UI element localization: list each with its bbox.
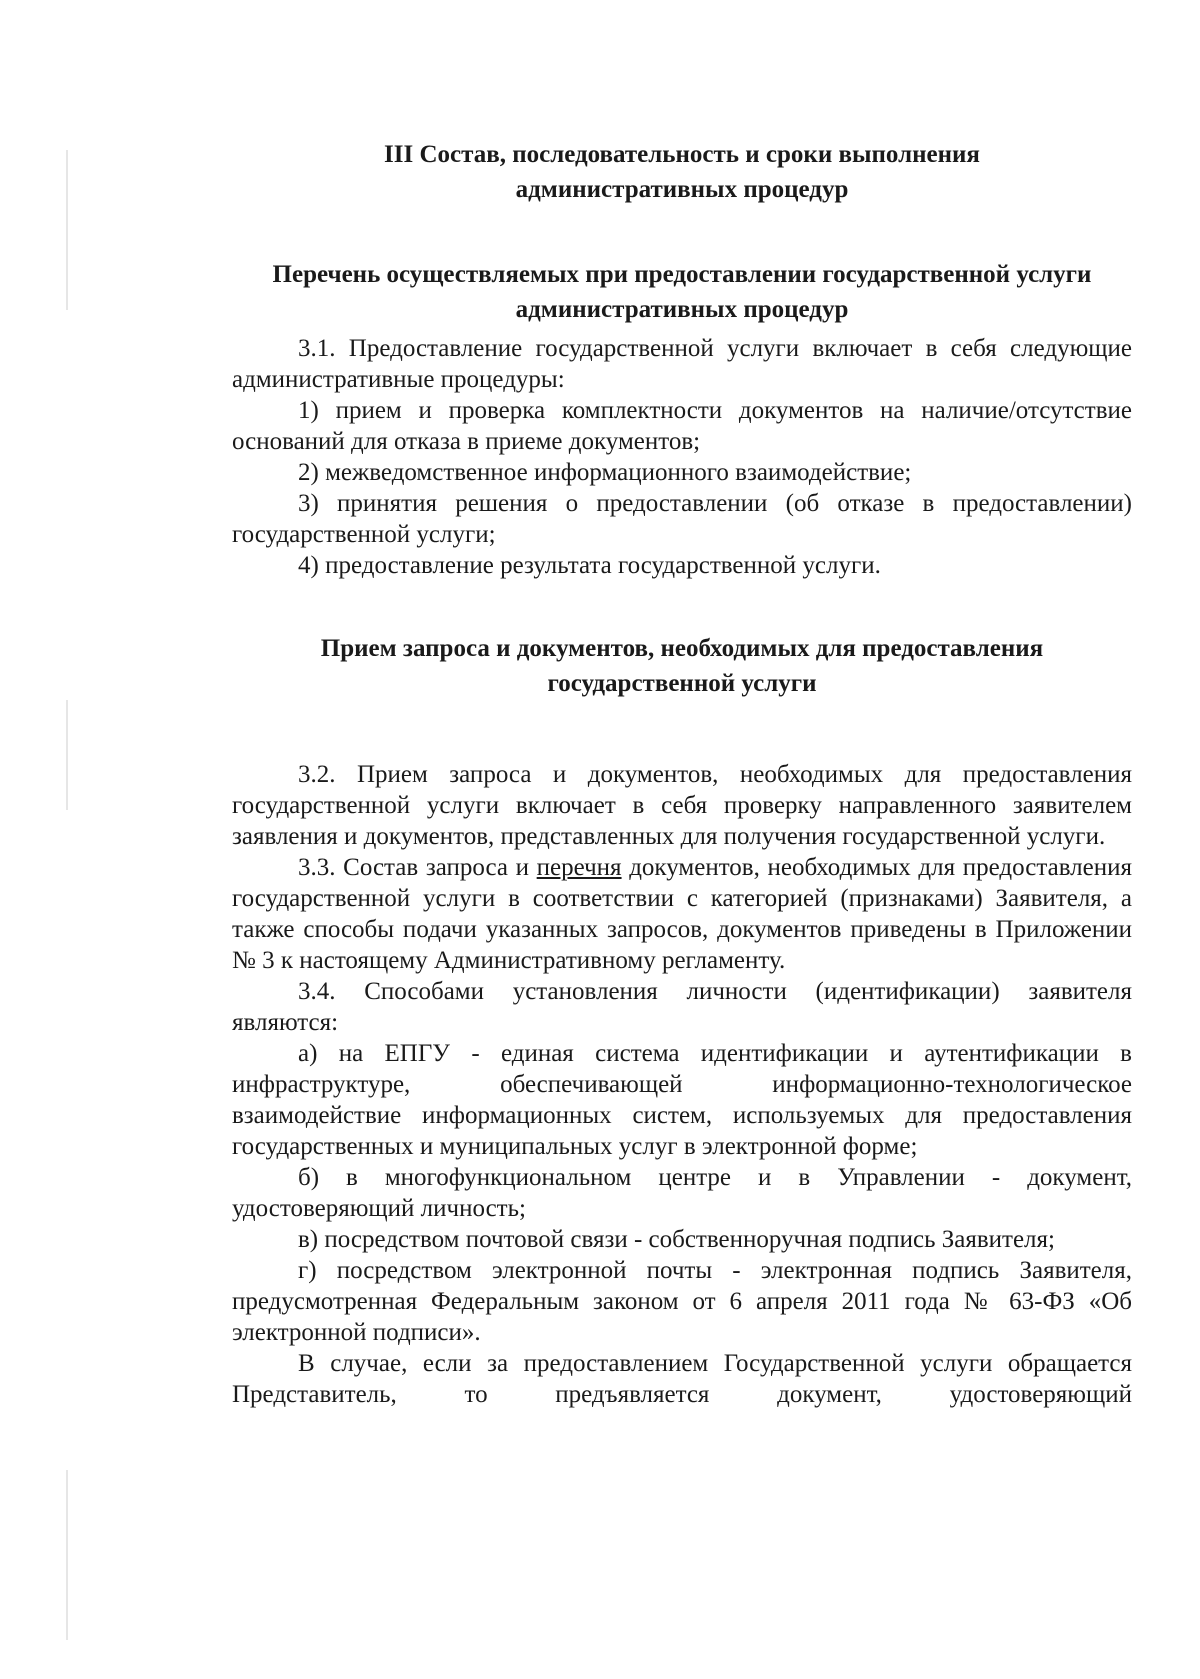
procedures-list-heading-line1: Перечень осуществляемых при предоставлении государственной услуги [272,261,1092,288]
reception-heading-line1: Прием запроса и документов, необходимых для предоставления [320,635,1044,662]
clause-3-1-item-2: 2) межведомственное информационного взаимодействие; [298,459,912,486]
clause-3-4-item-v: в) посредством почтовой связи - собственноручная подпись Заявителя; [298,1226,1055,1253]
reception-heading [232,631,1132,701]
clause-3-1-item-3: 3) принятия решения о предоставлении (об отказе в предоставлении) государственной услуги; [232,490,1132,548]
scan-edge-mark [66,150,68,310]
clause-3-1 [232,333,1132,581]
clause-3-4-item-g: г) посредством электронной почты - электронная подпись Заявителя, предусмотренная Федеральным законом от 6 апреля 2011 года № 63-ФЗ «Об электронной подписи». [232,1257,1132,1346]
scan-edge-mark [66,1470,68,1640]
clause-3-1-item-4: 4) предоставление результата государственной услуги. [298,552,881,579]
clause-3-3 [232,852,1132,976]
clause-3-4-representative: В случае, если за предоставлением Государственной услуги обращается Представитель, то предъявляется документ, удостоверяющий [232,1350,1132,1408]
clause-3-1-intro: 3.1. Предоставление государственной услуги включает в себя следующие административные процедуры: [232,335,1132,393]
clause-3-1-item-1: 1) прием и проверка комплектности документов на наличие/отсутствие оснований для отказа в приеме документов; [232,397,1132,455]
section-heading-line1: III Состав, последовательность и сроки выполнения [384,141,980,168]
procedures-list-heading [232,257,1132,327]
clause-3-4-item-b: б) в многофункциональном центре и в Управлении - документ, удостоверяющий личность; [232,1164,1132,1222]
scan-edge-mark [66,700,68,810]
clause-3-3-before: 3.3. Состав запроса и [298,854,537,881]
procedures-list-heading-line2: административных процедур [515,296,849,323]
clause-3-4-intro: 3.4. Способами установления личности (идентификации) заявителя являются: [232,978,1132,1036]
clause-3-3-link-perechnya[interactable]: перечня [536,854,622,881]
clause-3-3-after: документов, необходимых для предоставления государственной услуги в соответствии с категорией (признаками) Заявителя, а также способы подачи указанных запросов, документов приведены в Приложении № 3 к настоящему Административному регламенту. [232,854,1132,974]
clause-3-4-item-a: а) на ЕПГУ - единая система идентификации и аутентификации в инфраструктуре, обеспечивающей информационно-технологическое взаимодействие информационных систем, используемых для предоставления государственных и муниципальных услуг в электронной форме; [232,1040,1132,1160]
clauses-3-2-to-3-4 [232,759,1132,1410]
clause-3-2: 3.2. Прием запроса и документов, необходимых для предоставления государственной услуги включает в себя проверку направленного заявителем заявления и документов, представленных для получения государственной услуги. [232,761,1132,850]
section-heading-line2: административных процедур [515,176,849,203]
section-heading [232,137,1132,207]
reception-heading-line2: государственной услуги [547,670,817,697]
